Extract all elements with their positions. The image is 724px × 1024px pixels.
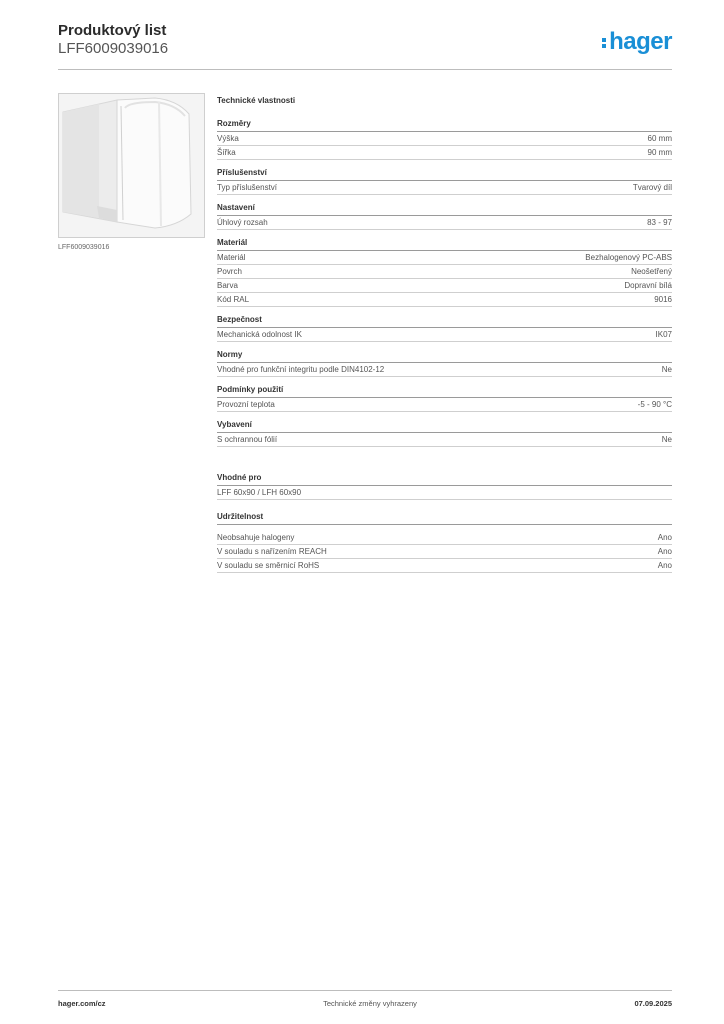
spec-label: Šířka <box>217 148 236 157</box>
footer-website-link[interactable]: hager.com/cz <box>58 999 106 1008</box>
product-image <box>58 93 205 238</box>
spec-value: -5 - 90 °C <box>637 400 672 409</box>
spec-value: Tvarový díl <box>632 183 672 192</box>
spec-row <box>217 181 672 195</box>
section-title: Udržitelnost <box>217 512 672 525</box>
spec-value: Dopravní bílá <box>624 281 672 290</box>
section-title: Materiál <box>217 238 672 251</box>
spec-value: 90 mm <box>647 148 672 157</box>
spec-row <box>217 216 672 230</box>
spec-row <box>217 433 672 447</box>
spec-label: V souladu se směrnicí RoHS <box>217 561 320 570</box>
logo-text: hager <box>609 28 672 55</box>
spec-label: Výška <box>217 134 239 143</box>
spacer <box>217 455 672 473</box>
spec-row <box>217 545 672 559</box>
spec-value: Ne <box>661 365 672 374</box>
spec-label: Povrch <box>217 267 242 276</box>
section-title: Normy <box>217 350 672 363</box>
technical-specs <box>217 96 672 581</box>
spec-label: Vhodné pro funkční integritu podle DIN4102-12 <box>217 365 385 374</box>
spec-row <box>217 486 672 500</box>
spec-value: IK07 <box>655 330 672 339</box>
section-suitable-for <box>217 473 672 500</box>
section-accessories <box>217 168 672 195</box>
section-conditions <box>217 385 672 412</box>
hager-logo <box>602 28 672 56</box>
spec-value: Bezhalogenový PC-ABS <box>585 253 672 262</box>
spec-row <box>217 132 672 146</box>
section-title: Vybavení <box>217 420 672 433</box>
footer-notice: Technické změny vyhrazeny <box>323 999 417 1008</box>
section-standards <box>217 350 672 377</box>
spec-row <box>217 531 672 545</box>
section-title: Příslušenství <box>217 168 672 181</box>
spec-value: 83 - 97 <box>647 218 672 227</box>
section-title: Vhodné pro <box>217 473 672 486</box>
spec-label: Materiál <box>217 253 246 262</box>
spec-row <box>217 251 672 265</box>
spec-label: Kód RAL <box>217 295 250 304</box>
spec-label: Typ příslušenství <box>217 183 278 192</box>
spec-value: Ano <box>657 561 672 570</box>
specs-title: Technické vlastnosti <box>217 96 296 105</box>
spec-label: V souladu s nařízením REACH <box>217 547 327 556</box>
spec-row <box>217 265 672 279</box>
spec-label: Neobsahuje halogeny <box>217 533 295 542</box>
spec-value: 9016 <box>654 295 672 304</box>
spec-label: S ochrannou fólií <box>217 435 278 444</box>
section-safety <box>217 315 672 342</box>
spec-value: Ano <box>657 533 672 542</box>
section-sustainability <box>217 512 672 573</box>
page-title: Produktový list <box>58 22 167 39</box>
spec-value: Neošetřený <box>631 267 672 276</box>
section-equipment <box>217 420 672 447</box>
spec-label: Provozní teplota <box>217 400 275 409</box>
spec-label: LFF 60x90 / LFH 60x90 <box>217 488 302 497</box>
spec-row <box>217 559 672 573</box>
spec-row <box>217 328 672 342</box>
cable-trunking-angle-icon <box>59 94 204 237</box>
spec-row <box>217 293 672 307</box>
section-settings <box>217 203 672 230</box>
logo-dots-icon <box>602 36 607 50</box>
spec-row <box>217 146 672 160</box>
section-material <box>217 238 672 307</box>
section-title: Podmínky použití <box>217 385 672 398</box>
spec-value: Ne <box>661 435 672 444</box>
spec-value: 60 mm <box>647 134 672 143</box>
image-caption: LFF6009039016 <box>58 244 110 251</box>
spec-label: Mechanická odolnost IK <box>217 330 302 339</box>
page-header <box>58 22 672 70</box>
product-code: LFF6009039016 <box>58 40 169 57</box>
spec-row <box>217 398 672 412</box>
footer-date: 07.09.2025 <box>634 999 672 1008</box>
spec-row <box>217 279 672 293</box>
spec-label: Barva <box>217 281 238 290</box>
section-title: Rozměry <box>217 119 672 132</box>
spec-value: Ano <box>657 547 672 556</box>
spec-row <box>217 363 672 377</box>
spec-label: Úhlový rozsah <box>217 218 268 227</box>
page-footer <box>58 990 672 1008</box>
section-title: Bezpečnost <box>217 315 672 328</box>
section-dimensions <box>217 119 672 160</box>
section-title: Nastavení <box>217 203 672 216</box>
